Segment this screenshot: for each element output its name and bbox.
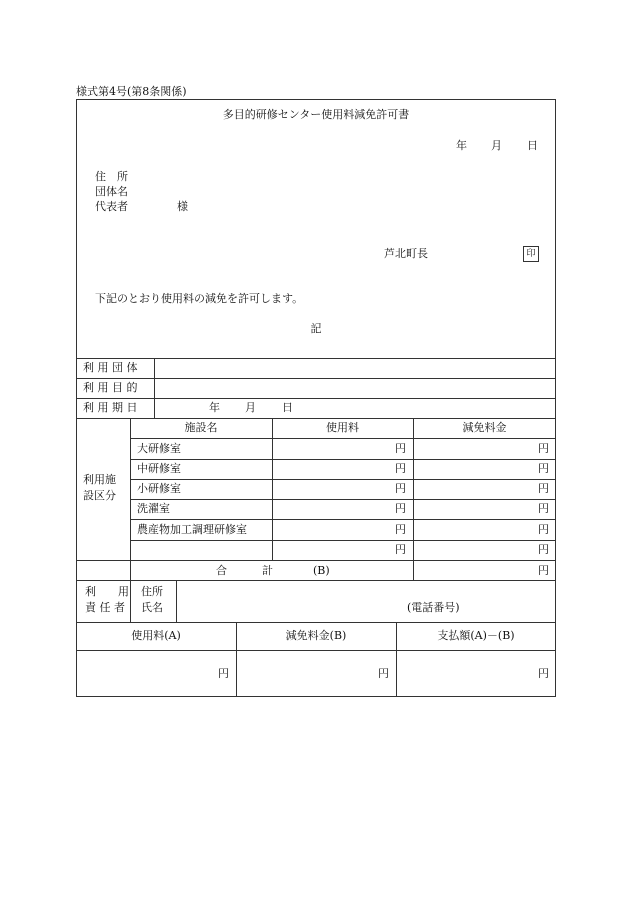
rule-summary-header [76, 650, 556, 651]
facility-row-4-name: 洗濯室 [137, 502, 170, 515]
date-day: 日 [527, 139, 538, 152]
rule-facility-label [130, 418, 131, 580]
rule-top-facility [76, 418, 556, 419]
facility-row-1-fee-unit: 円 [395, 442, 406, 455]
rule-top-group [76, 358, 556, 359]
rule-top-period [76, 398, 556, 399]
rule-label-column [154, 358, 155, 418]
rule-responsible-sub [176, 580, 177, 622]
facility-section-label-2: 設区分 [83, 489, 116, 502]
issuer-name: 芦北町長 [384, 247, 428, 260]
facility-section-label-1: 利用施 [83, 473, 116, 486]
responsible-label-2: 責 任 者 [85, 601, 125, 614]
facility-header-fee: 使用料 [326, 421, 359, 434]
rule-facility-row3 [130, 499, 556, 500]
rule-top-purpose [76, 378, 556, 379]
rule-responsible-top [76, 580, 556, 581]
facility-row-5-fee-unit: 円 [395, 523, 406, 536]
form-number: 様式第4号(第8条関係) [76, 85, 187, 98]
document-title: 多目的研修センター使用料減免許可書 [222, 108, 410, 121]
summary-fee-unit: 円 [218, 667, 229, 680]
addressee-address: 住 所 [95, 170, 128, 183]
facility-row-2-name: 中研修室 [137, 462, 181, 475]
rule-summary-top [76, 622, 556, 623]
addressee-group: 団体名 [95, 185, 128, 198]
total-label-2: 計 [262, 564, 273, 577]
responsible-phone-label: (電話番号) [407, 601, 460, 614]
date-month: 月 [491, 139, 502, 152]
responsible-name-label: 氏名 [141, 601, 163, 614]
period-day: 日 [282, 401, 293, 414]
total-unit: 円 [538, 564, 549, 577]
rule-facility-row4 [130, 519, 556, 520]
facility-row-2-exempt-unit: 円 [538, 462, 549, 475]
summary-exempt-unit: 円 [378, 667, 389, 680]
facility-row-3-exempt-unit: 円 [538, 482, 549, 495]
facility-row-6-fee-unit: 円 [395, 543, 406, 556]
responsible-address-label: 住所 [141, 585, 163, 598]
row-label-group: 利 用 団 体 [83, 361, 138, 374]
facility-row-1-exempt-unit: 円 [538, 442, 549, 455]
rule-total-top [76, 560, 556, 561]
total-label-1: 合 [216, 564, 227, 577]
facility-row-5-name: 農産物加工調理研修室 [137, 523, 247, 536]
rule-facility-header [130, 438, 556, 439]
facility-header-exempt: 減免料金 [462, 421, 507, 434]
period-month: 月 [245, 401, 256, 414]
rule-facility-row5 [130, 540, 556, 541]
facility-row-4-fee-unit: 円 [395, 502, 406, 515]
row-label-purpose: 利 用 目 的 [83, 381, 138, 394]
summary-header-payment: 支払額(A)－(B) [437, 629, 515, 642]
facility-row-2-fee-unit: 円 [395, 462, 406, 475]
rule-responsible-label [130, 580, 131, 622]
addressee-representative: 代表者 [95, 200, 128, 213]
facility-header-name: 施設名 [184, 421, 218, 434]
facility-row-3-fee-unit: 円 [395, 482, 406, 495]
summary-header-exempt: 減免料金(B) [285, 629, 347, 642]
summary-payment-unit: 円 [538, 667, 549, 680]
facility-row-5-exempt-unit: 円 [538, 523, 549, 536]
rule-facility-row1 [130, 459, 556, 460]
facility-row-3-name: 小研修室 [137, 482, 181, 495]
date-year: 年 [456, 139, 467, 152]
facility-row-1-name: 大研修室 [137, 442, 181, 455]
period-year: 年 [209, 401, 220, 414]
addressee-honorific: 様 [177, 200, 188, 213]
total-code: (B) [313, 564, 330, 577]
responsible-label-1: 利 用 [85, 585, 129, 598]
rule-facility-row2 [130, 479, 556, 480]
facility-row-4-exempt-unit: 円 [538, 502, 549, 515]
row-label-period: 利 用 期 日 [83, 401, 138, 414]
ki-mark: 記 [310, 322, 322, 335]
facility-row-6-exempt-unit: 円 [538, 543, 549, 556]
seal-mark: 印 [523, 246, 539, 262]
summary-header-fee: 使用料(A) [131, 629, 181, 642]
body-text: 下記のとおり使用料の減免を許可します。 [95, 292, 304, 305]
